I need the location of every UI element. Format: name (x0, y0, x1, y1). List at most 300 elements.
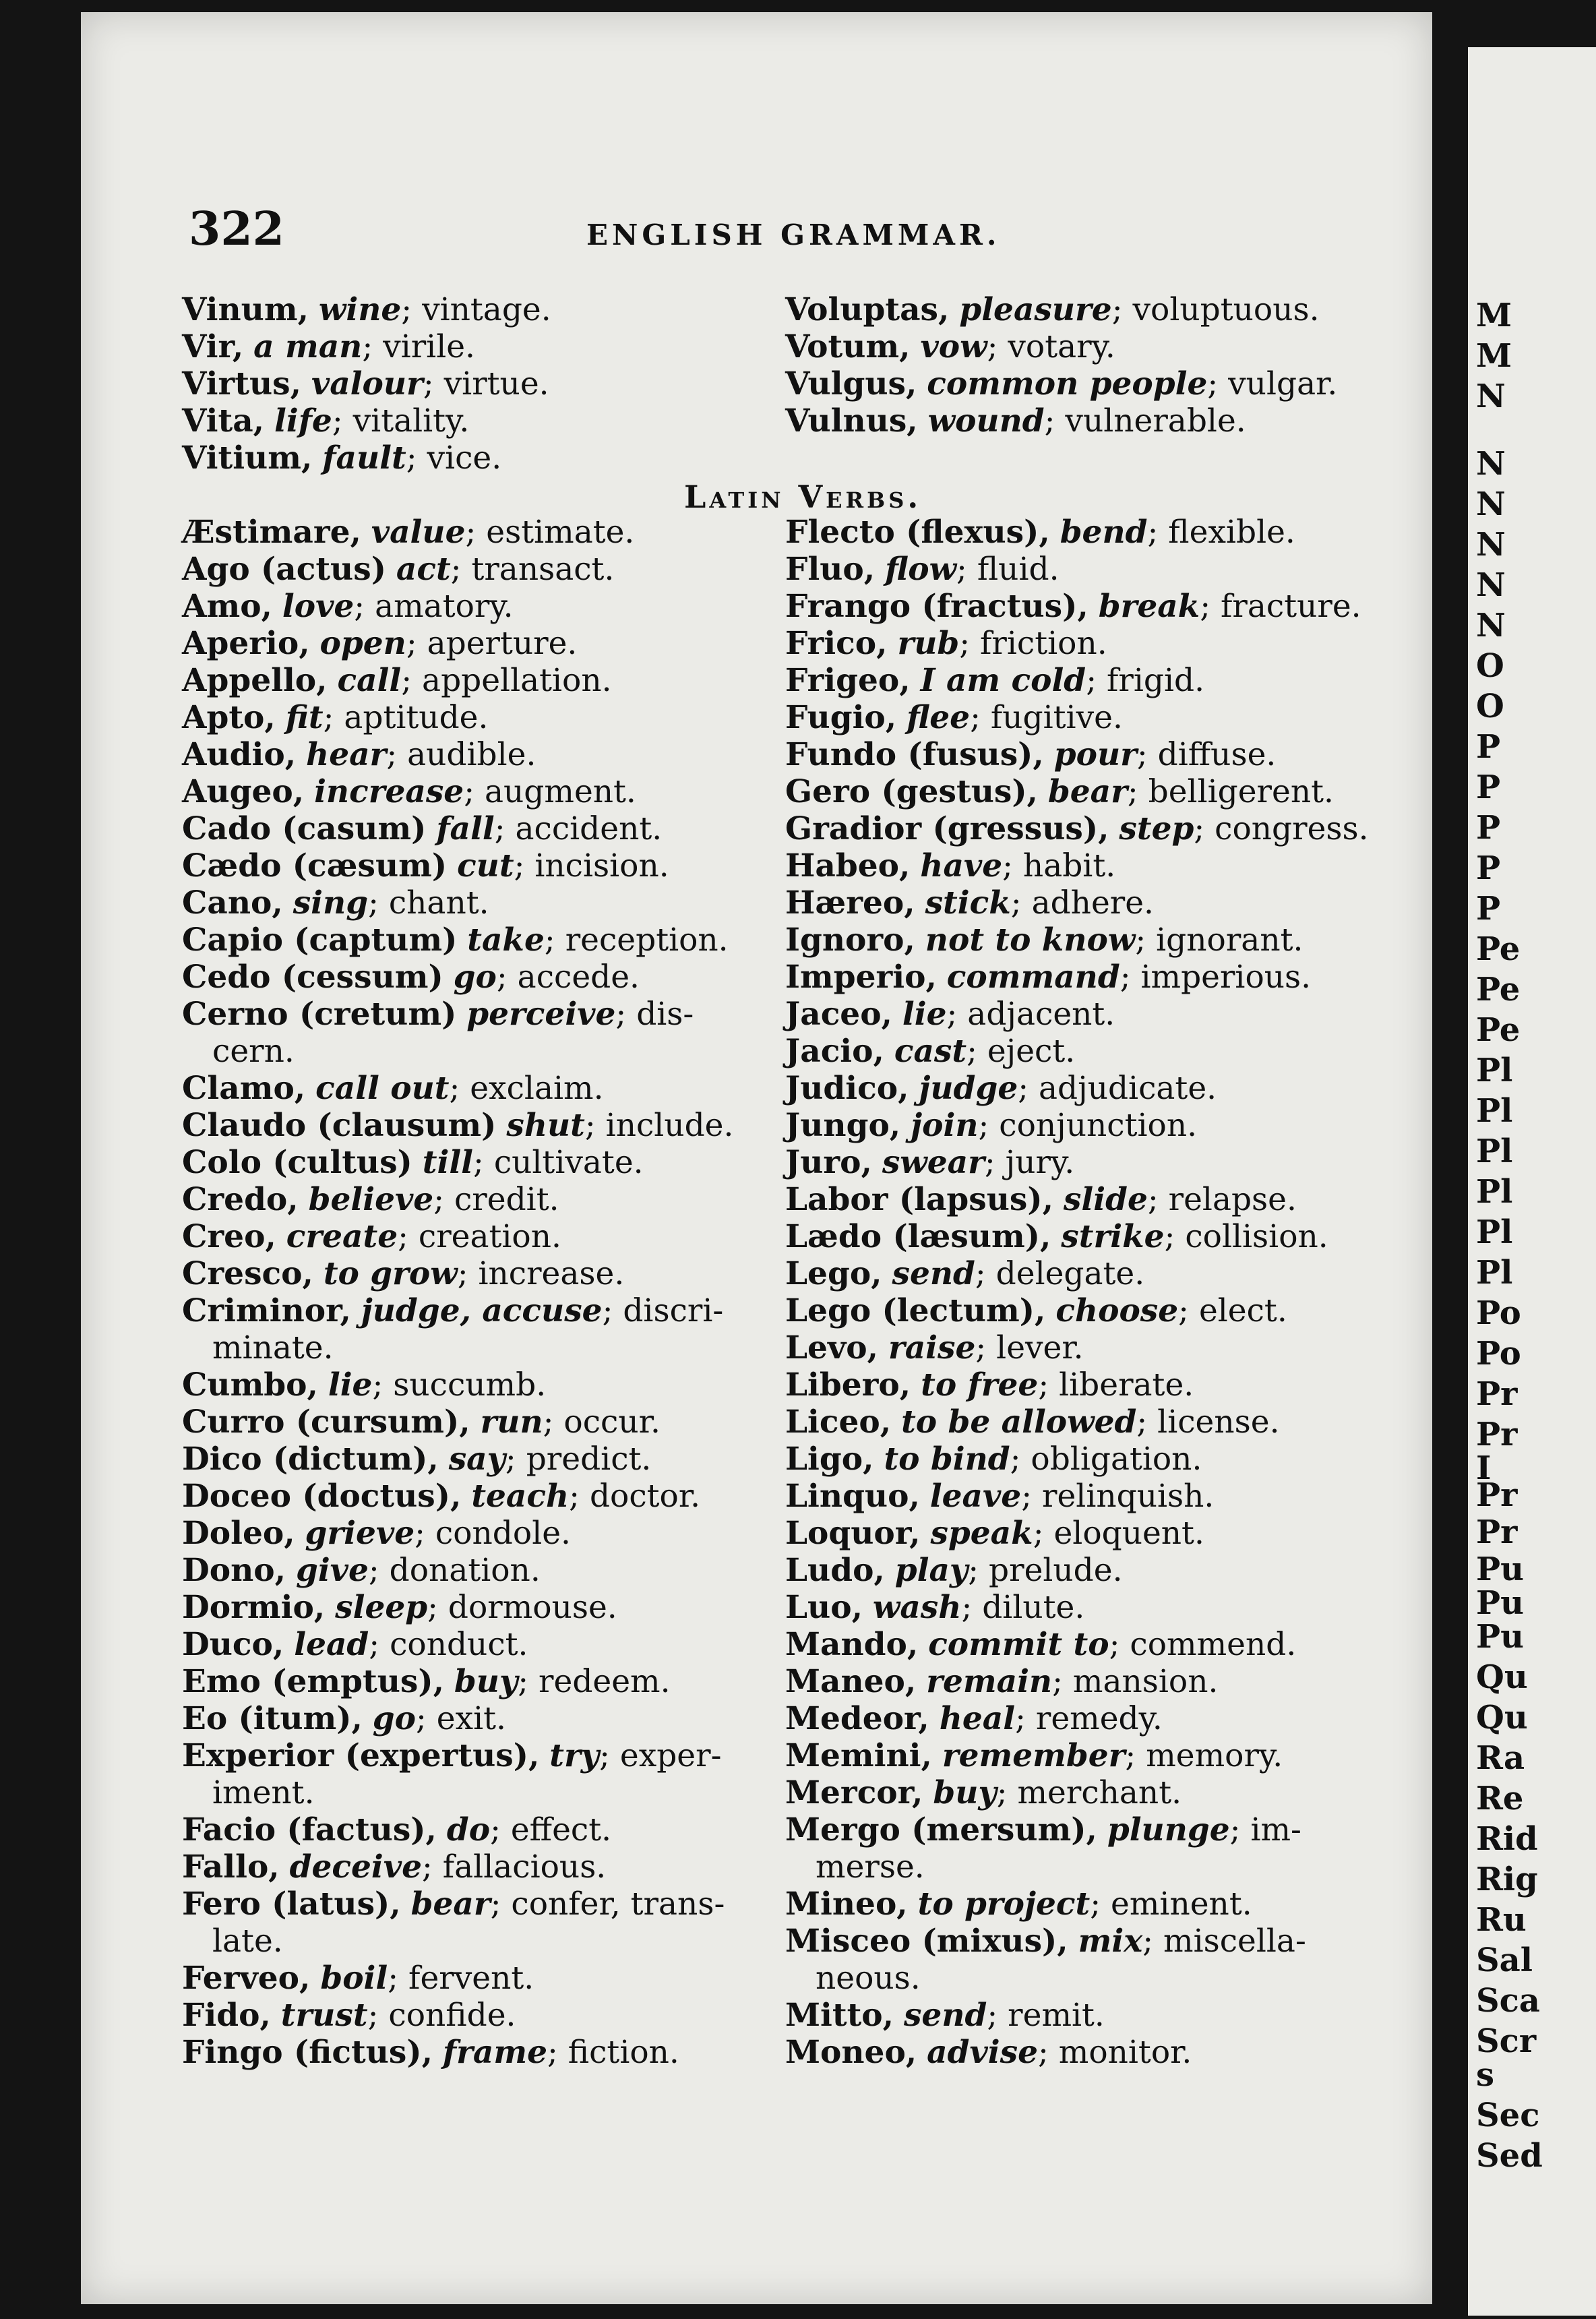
glossary-entry: Votum, vow; votary. (785, 328, 1115, 365)
adjacent-page-fragment: N (1476, 445, 1506, 483)
derived-word: relapse. (1168, 1181, 1297, 1218)
glossary-entry: Voluptas, pleasure; voluptuous. (785, 291, 1320, 328)
glossary-entry: Flecto (flexus), bend; flexible. (785, 514, 1295, 551)
latin-word: Medeor, (785, 1700, 929, 1737)
adjacent-page-fragment: N (1476, 607, 1506, 644)
glossary-entry: Dormio, sleep; dormouse. (182, 1589, 617, 1626)
adjacent-page-fragment: P (1476, 769, 1501, 806)
english-meaning: commit to (928, 1626, 1109, 1663)
adjacent-page-fragment: Sec (1476, 2097, 1540, 2134)
latin-word: Gero (gestus), (785, 773, 1038, 810)
adjacent-page-fragment: N (1476, 526, 1506, 564)
latin-word: Libero, (785, 1366, 911, 1404)
english-meaning: break (1098, 588, 1200, 625)
adjacent-page-fragment: I (1476, 1449, 1492, 1487)
glossary-entry: Labor (lapsus), slide; relapse. (785, 1181, 1297, 1218)
derived-word: accede. (517, 959, 640, 996)
latin-word: Lædo (læsum), (785, 1218, 1051, 1255)
adjacent-page-fragment: Ru (1476, 1901, 1527, 1939)
adjacent-page-fragment: Pr (1476, 1476, 1518, 1514)
glossary-entry: Vulgus, common people; vulgar. (785, 365, 1338, 402)
derived-word: occur. (563, 1404, 661, 1441)
english-meaning: trust (280, 1997, 368, 2034)
glossary-entry: Fugio, flee; fugitive. (785, 699, 1123, 736)
glossary-entry (182, 1774, 782, 1811)
english-meaning: perceive (466, 996, 616, 1033)
derived-word: eloquent. (1053, 1515, 1204, 1552)
latin-word: Vulnus, (785, 402, 918, 440)
derived-word: adjacent. (967, 996, 1115, 1033)
english-meaning: create (286, 1218, 398, 1255)
latin-word: Cerno (cretum) (182, 996, 457, 1033)
derived-word: votary. (1008, 328, 1115, 365)
derived-word: ignorant. (1156, 922, 1303, 959)
english-meaning: speak (930, 1515, 1033, 1552)
latin-word: Cado (casum) (182, 810, 427, 847)
adjacent-page-fragment: Pl (1476, 1173, 1513, 1211)
glossary-entry: Augeo, increase; augment. (182, 773, 636, 810)
glossary-entry: Mergo (mersum), plunge; im- (785, 1811, 1301, 1848)
english-meaning: shut (506, 1107, 585, 1144)
glossary-entry: Æstimare, value; estimate. (182, 514, 635, 551)
adjacent-page-fragment: N (1476, 485, 1506, 523)
latin-word: Fingo (fictus), (182, 2034, 433, 2071)
glossary-entry: Frigeo, I am cold; frigid. (785, 662, 1205, 699)
derived-word: creation. (418, 1218, 561, 1255)
derived-word: habit. (1022, 847, 1116, 884)
english-meaning: sleep (335, 1589, 428, 1626)
latin-word: Maneo, (785, 1663, 917, 1700)
derived-word: estimate. (486, 514, 635, 551)
adjacent-page-fragment: M (1476, 297, 1512, 334)
english-meaning: increase (314, 773, 464, 810)
derived-word: succumb. (393, 1366, 547, 1404)
glossary-entry: Audio, hear; audible. (182, 736, 536, 773)
latin-word: Mercor, (785, 1774, 923, 1811)
derived-word: exclaim. (470, 1070, 604, 1107)
latin-word: Mineo, (785, 1886, 908, 1923)
derived-word: congress. (1215, 810, 1369, 847)
latin-word: Colo (cultus) (182, 1144, 412, 1181)
english-meaning: swear (882, 1144, 985, 1181)
latin-word: Fundo (fusus), (785, 736, 1044, 773)
english-meaning: call (337, 662, 402, 699)
english-meaning: plunge (1107, 1811, 1230, 1848)
latin-word: Mergo (mersum), (785, 1811, 1097, 1848)
derived-word: predict. (526, 1441, 652, 1478)
derived-word: transact. (471, 551, 615, 588)
glossary-entry: Hæreo, stick; adhere. (785, 884, 1154, 922)
english-meaning: lie (902, 996, 947, 1033)
glossary-entry: Ligo, to bind; obligation. (785, 1441, 1202, 1478)
glossary-entry: Cædo (cæsum) cut; incision. (182, 847, 669, 884)
latin-word: Linquo, (785, 1478, 920, 1515)
derived-word: augment. (485, 773, 636, 810)
english-meaning: valour (311, 365, 423, 402)
adjacent-page-fragment: Sca (1476, 1982, 1540, 2020)
glossary-entry: Imperio, command; imperious. (785, 959, 1312, 996)
derived-word: adhere. (1031, 884, 1154, 922)
english-meaning: to grow (323, 1255, 458, 1292)
glossary-entry: Vulnus, wound; vulnerable. (785, 402, 1246, 440)
latin-word: Jacio, (785, 1033, 884, 1070)
english-meaning: strike (1061, 1218, 1165, 1255)
glossary-entry: Criminor, judge, accuse; discri- (182, 1292, 724, 1329)
adjacent-page-fragment: Rid (1476, 1820, 1538, 1858)
english-meaning: buy (933, 1774, 997, 1811)
latin-word: Criminor, (182, 1292, 351, 1329)
derived-word: reception. (565, 922, 729, 959)
glossary-entry: Doleo, grieve; condole. (182, 1515, 571, 1552)
english-meaning: to bind (884, 1441, 1010, 1478)
derived-word: prelude. (989, 1552, 1123, 1589)
derived-word: vitality. (352, 402, 470, 440)
glossary-entry: Amo, love; amatory. (182, 588, 514, 625)
latin-word: Fero (latus), (182, 1886, 401, 1923)
derived-word: voluptuous. (1132, 291, 1320, 328)
latin-word: Fido, (182, 1997, 271, 2034)
english-meaning: try (549, 1737, 600, 1774)
adjacent-page-fragment: Pu (1476, 1618, 1524, 1656)
adjacent-page-fragment: Pl (1476, 1052, 1513, 1089)
derived-word: remit. (1008, 1997, 1105, 2034)
english-meaning: send (892, 1255, 975, 1292)
glossary-entry: Frango (fractus), break; fracture. (785, 588, 1361, 625)
latin-word: Vinum, (182, 291, 309, 328)
latin-word: Luo, (785, 1589, 863, 1626)
latin-word: Liceo, (785, 1404, 892, 1441)
english-meaning: deceive (289, 1848, 422, 1886)
adjacent-page-fragment: Pr (1476, 1513, 1518, 1551)
english-meaning: frame (442, 2034, 547, 2071)
latin-word: Creo, (182, 1218, 276, 1255)
derived-word: credit. (454, 1181, 559, 1218)
english-meaning: remain (926, 1663, 1053, 1700)
glossary-entry: Capio (captum) take; reception. (182, 922, 729, 959)
glossary-entry: Mineo, to project; eminent. (785, 1886, 1252, 1923)
english-meaning: value (371, 514, 466, 551)
derived-word: delegate. (995, 1255, 1145, 1292)
latin-word: Facio (factus), (182, 1811, 437, 1848)
latin-word: Misceo (mixus), (785, 1923, 1068, 1960)
adjacent-page-fragment: Scr (1476, 2022, 1537, 2060)
latin-word: Votum, (785, 328, 911, 365)
glossary-entry (182, 1033, 782, 1070)
glossary-entry: Gero (gestus), bear; belligerent. (785, 773, 1334, 810)
derived-word: appellation. (422, 662, 612, 699)
derived-word: frigid. (1106, 662, 1205, 699)
latin-word: Clamo, (182, 1070, 306, 1107)
latin-word: Curro (cursum), (182, 1404, 470, 1441)
derived-word: increase. (478, 1255, 625, 1292)
latin-word: Cedo (cessum) (182, 959, 443, 996)
glossary-entry: Moneo, advise; monitor. (785, 2034, 1192, 2071)
english-meaning: lead (294, 1626, 369, 1663)
derived-word: im- (1250, 1811, 1301, 1848)
english-meaning: join (911, 1107, 979, 1144)
derived-word: late. (212, 1923, 283, 1960)
adjacent-page-fragment: O (1476, 647, 1504, 685)
english-meaning: wine (318, 291, 402, 328)
latin-word: Credo, (182, 1181, 299, 1218)
adjacent-page-fragment: P (1476, 890, 1501, 928)
latin-word: Moneo, (785, 2034, 917, 2071)
derived-word: vice. (427, 440, 502, 477)
adjacent-page-fragment: Po (1476, 1294, 1521, 1332)
english-meaning: fault (322, 440, 406, 477)
glossary-entry: Dico (dictum), say; predict. (182, 1441, 652, 1478)
glossary-entry: Apto, fit; aptitude. (182, 699, 489, 736)
glossary-entry: Lædo (læsum), strike; collision. (785, 1218, 1328, 1255)
adjacent-page-fragment: Po (1476, 1335, 1521, 1373)
derived-word: fluid. (977, 551, 1060, 588)
glossary-entry: Facio (factus), do; effect. (182, 1811, 612, 1848)
adjacent-page-fragment: Pl (1476, 1213, 1513, 1251)
right-column (785, 291, 1369, 2071)
derived-word: exper- (619, 1737, 722, 1774)
glossary-entry: Jacio, cast; eject. (785, 1033, 1076, 1070)
glossary-entry: Dono, give; donation. (182, 1552, 541, 1589)
adjacent-page-fragment: Pe (1476, 1011, 1521, 1049)
derived-word: diffuse. (1157, 736, 1277, 773)
page-header (189, 202, 1334, 256)
glossary-entry: Claudo (clausum) shut; include. (182, 1107, 734, 1144)
latin-word: Cresco, (182, 1255, 313, 1292)
glossary-entry: Curro (cursum), run; occur. (182, 1404, 661, 1441)
english-meaning: pleasure (959, 291, 1112, 328)
latin-word: Lego (lectum), (785, 1292, 1046, 1329)
adjacent-page-fragment: Pu (1476, 1550, 1524, 1588)
english-meaning: till (422, 1144, 474, 1181)
latin-word: Appello, (182, 662, 328, 699)
latin-word: Dormio, (182, 1589, 326, 1626)
derived-word: relinquish. (1042, 1478, 1215, 1515)
glossary-entry: Frico, rub; friction. (785, 625, 1107, 662)
english-meaning: judge (919, 1070, 1018, 1107)
derived-word: merchant. (1017, 1774, 1182, 1811)
derived-word: redeem. (539, 1663, 671, 1700)
latin-word: Voluptas, (785, 291, 950, 328)
adjacent-page-fragment: O (1476, 688, 1504, 725)
english-meaning: grieve (305, 1515, 415, 1552)
adjacent-page-fragment: P (1476, 728, 1501, 766)
derived-word: vintage. (422, 291, 551, 328)
english-meaning: fit (285, 699, 324, 736)
glossary-entry: Fundo (fusus), pour; diffuse. (785, 736, 1277, 773)
derived-word: doctor. (589, 1478, 701, 1515)
derived-word: vulnerable. (1065, 402, 1246, 440)
glossary-entry: Eo (itum), go; exit. (182, 1700, 506, 1737)
glossary-entry: Creo, create; creation. (182, 1218, 561, 1255)
glossary-entry: Fingo (fictus), frame; fiction. (182, 2034, 679, 2071)
latin-word: Cano, (182, 884, 283, 922)
glossary-entry: Mitto, send; remit. (785, 1997, 1105, 2034)
derived-word: include. (605, 1107, 734, 1144)
latin-word: Capio (captum) (182, 922, 458, 959)
glossary-entry: Gradior (gressus), step; congress. (785, 810, 1369, 847)
latin-word: Doceo (doctus), (182, 1478, 462, 1515)
adjacent-page-fragment: Qu (1476, 1658, 1528, 1696)
latin-word: Mitto, (785, 1997, 894, 2034)
adjacent-page-fragment: Pe (1476, 971, 1521, 1008)
derived-word: belligerent. (1148, 773, 1334, 810)
derived-word: exit. (436, 1700, 506, 1737)
derived-word: eminent. (1111, 1886, 1252, 1923)
derived-word: virtue. (443, 365, 549, 402)
derived-word: adjudicate. (1039, 1070, 1217, 1107)
latin-word: Cumbo, (182, 1366, 318, 1404)
derived-word: donation. (389, 1552, 541, 1589)
adjacent-page-fragment: Ra (1476, 1739, 1525, 1777)
latin-word: Loquor, (785, 1515, 921, 1552)
latin-word: Experior (expertus), (182, 1737, 540, 1774)
glossary-entry: Maneo, remain; mansion. (785, 1663, 1219, 1700)
glossary-entry: Vita, life; vitality. (182, 402, 470, 440)
english-meaning: take (467, 922, 545, 959)
english-meaning: mix (1078, 1923, 1143, 1960)
glossary-entry: Judico, judge; adjudicate. (785, 1070, 1217, 1107)
latin-word: Frico, (785, 625, 888, 662)
latin-word: Augeo, (182, 773, 305, 810)
english-meaning: lie (328, 1366, 373, 1404)
glossary-entry: Appello, call; appellation. (182, 662, 612, 699)
english-meaning: bear (410, 1886, 491, 1923)
english-meaning: wound (927, 402, 1045, 440)
derived-word: lever. (996, 1329, 1084, 1366)
english-meaning: say (448, 1441, 505, 1478)
derived-word: flexible. (1168, 514, 1295, 551)
derived-word: jury. (1005, 1144, 1075, 1181)
english-meaning: life (274, 402, 332, 440)
english-meaning: bend (1060, 514, 1148, 551)
latin-word: Fallo, (182, 1848, 280, 1886)
adjacent-page-fragment: Pe (1476, 930, 1521, 968)
english-meaning: give (295, 1552, 369, 1589)
derived-word: license. (1157, 1404, 1280, 1441)
glossary-entry: Aperio, open; aperture. (182, 625, 578, 662)
english-meaning: advise (927, 2034, 1038, 2071)
adjacent-page-fragment: Pl (1476, 1092, 1513, 1130)
latin-word: Ago (actus) (182, 551, 386, 588)
adjacent-page-fragment: N (1476, 378, 1506, 415)
english-meaning: go (372, 1700, 417, 1737)
derived-word: obligation. (1031, 1441, 1202, 1478)
english-meaning: send (903, 1997, 987, 2034)
english-meaning: heal (939, 1700, 1016, 1737)
derived-word: remedy. (1035, 1700, 1163, 1737)
derived-word: accident. (515, 810, 663, 847)
english-meaning: command (946, 959, 1120, 996)
glossary-entry: Ferveo, boil; fervent. (182, 1960, 534, 1997)
latin-word: Ignoro, (785, 922, 915, 959)
english-meaning: go (453, 959, 497, 996)
adjacent-page-fragment: Pl (1476, 1133, 1513, 1170)
glossary-entry: Mercor, buy; merchant. (785, 1774, 1182, 1811)
english-meaning: fall (436, 810, 495, 847)
english-meaning: hear (306, 736, 387, 773)
latin-word: Juro, (785, 1144, 872, 1181)
latin-word: Doleo, (182, 1515, 295, 1552)
glossary-entry: Credo, believe; credit. (182, 1181, 559, 1218)
english-meaning: cast (894, 1033, 967, 1070)
latin-word: Imperio, (785, 959, 937, 996)
english-meaning: act (396, 551, 451, 588)
glossary-entry: Memini, remember; memory. (785, 1737, 1283, 1774)
adjacent-page-fragment: Sal (1476, 1941, 1533, 1979)
glossary-entry: Libero, to free; liberate. (785, 1366, 1194, 1404)
latin-word: Duco, (182, 1626, 284, 1663)
glossary-entry: Habeo, have; habit. (785, 847, 1116, 884)
derived-word: condole. (435, 1515, 571, 1552)
adjacent-page-fragment: P (1476, 849, 1501, 887)
glossary-entry: Cerno (cretum) perceive; dis- (182, 996, 694, 1033)
adjacent-page-fragment: Re (1476, 1780, 1524, 1817)
adjacent-page-fragment: Pr (1476, 1375, 1518, 1413)
latin-word: Dono, (182, 1552, 286, 1589)
glossary-entry (182, 1329, 782, 1366)
latin-word: Vir, (182, 328, 244, 365)
adjacent-page-fragment: M (1476, 337, 1512, 375)
adjacent-page-fragment: Qu (1476, 1699, 1528, 1737)
english-meaning: to be allowed (901, 1404, 1137, 1441)
derived-word: aperture. (427, 625, 578, 662)
latin-word: Jaceo, (785, 996, 892, 1033)
derived-word: incision. (534, 847, 669, 884)
derived-word: fugitive. (990, 699, 1123, 736)
glossary-entry: Ignoro, not to know; ignorant. (785, 922, 1303, 959)
latin-word: Flecto (flexus), (785, 514, 1050, 551)
adjacent-page-fragment: Sed (1476, 2137, 1543, 2175)
english-meaning: wash (872, 1589, 962, 1626)
page-number: 322 (189, 202, 284, 256)
latin-word: Frango (fractus), (785, 588, 1088, 625)
derived-word: discri- (623, 1292, 724, 1329)
latin-word: Ferveo, (182, 1960, 311, 1997)
glossary-entry: Ago (actus) act; transact. (182, 551, 615, 588)
latin-word: Hæreo, (785, 884, 915, 922)
glossary-entry: Luo, wash; dilute. (785, 1589, 1085, 1626)
glossary-entry: Ludo, play; prelude. (785, 1552, 1123, 1589)
english-meaning: flee (907, 699, 971, 736)
derived-word: neous. (816, 1960, 921, 1997)
derived-word: fracture. (1221, 588, 1361, 625)
english-meaning: to free (921, 1366, 1039, 1404)
english-meaning: do (446, 1811, 491, 1848)
derived-word: collision. (1185, 1218, 1328, 1255)
derived-word: elect. (1198, 1292, 1287, 1329)
english-meaning: to project (917, 1886, 1091, 1923)
derived-word: audible. (407, 736, 536, 773)
english-meaning: step (1119, 810, 1194, 847)
latin-word: Virtus, (182, 365, 301, 402)
glossary-entry: Juro, swear; jury. (785, 1144, 1075, 1181)
glossary-entry: Fallo, deceive; fallacious. (182, 1848, 607, 1886)
derived-word: minate. (212, 1329, 334, 1366)
glossary-entry: Mando, commit to; commend. (785, 1626, 1297, 1663)
latin-word: Gradior (gressus), (785, 810, 1109, 847)
glossary-entry: Jaceo, lie; adjacent. (785, 996, 1115, 1033)
adjacent-page-fragment: Pl (1476, 1254, 1513, 1292)
glossary-entry: Vinum, wine; vintage. (182, 291, 551, 328)
derived-word: monitor. (1058, 2034, 1192, 2071)
derived-word: mansion. (1072, 1663, 1219, 1700)
derived-word: confide. (388, 1997, 516, 2034)
latin-word: Æstimare, (182, 514, 361, 551)
adjacent-page-fragment: Pr (1476, 1416, 1518, 1453)
glossary-entry: Linquo, leave; relinquish. (785, 1478, 1215, 1515)
english-meaning: buy (454, 1663, 518, 1700)
glossary-entry: Lego, send; delegate. (785, 1255, 1145, 1292)
